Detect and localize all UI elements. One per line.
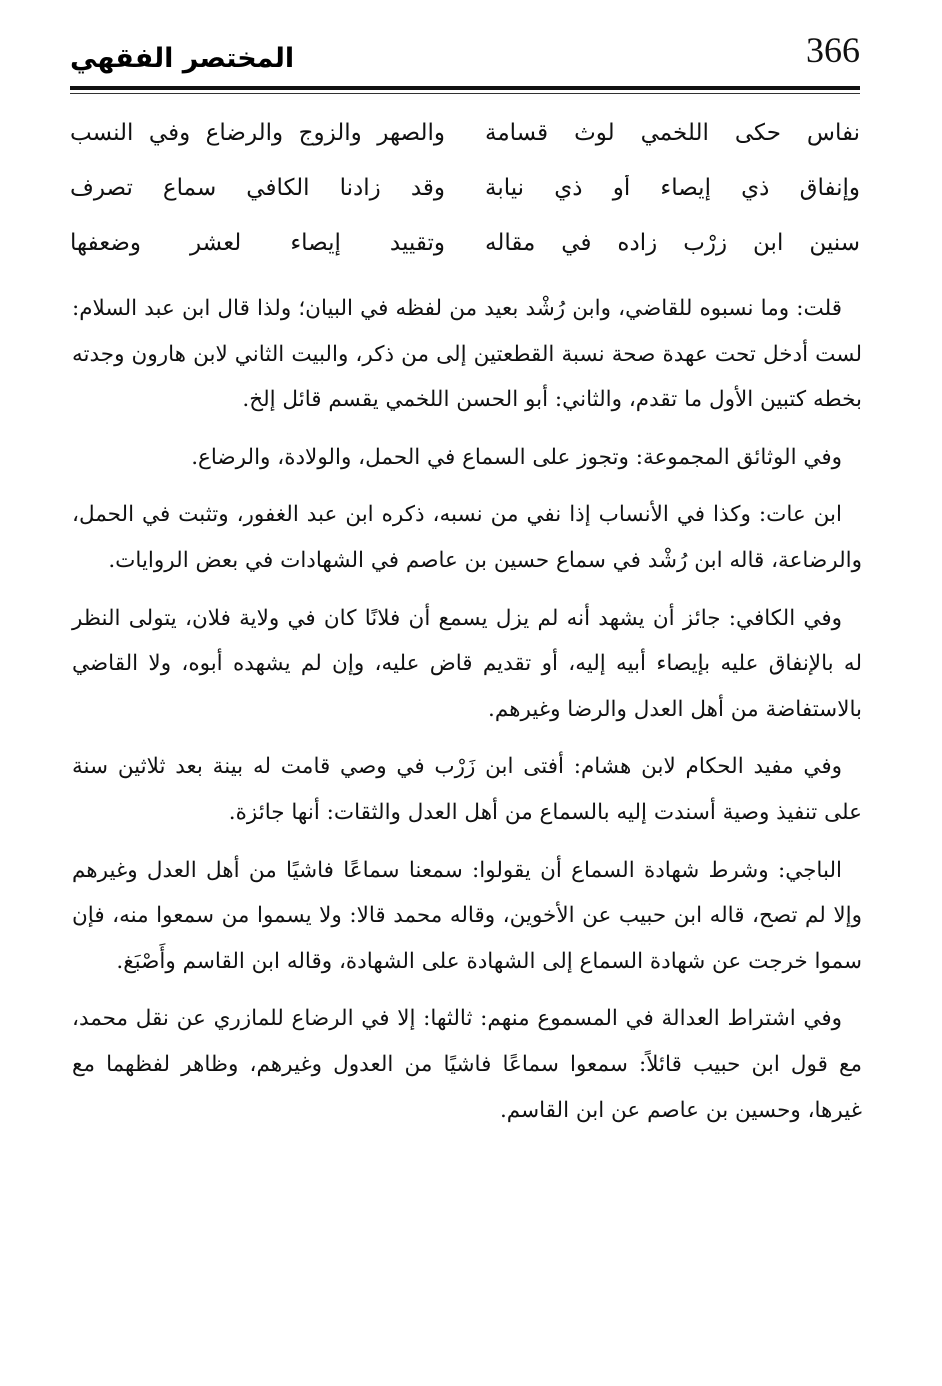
verse-first-hemistich: وقد زادنا الكافي سماع تصرف: [70, 174, 445, 201]
paragraph: الباجي: وشرط شهادة السماع أن يقولوا: سمعنا سماعًا فاشيًا من أهل العدل وغيرهم وإلا لم تصح، قاله ابن حبيب عن الأخوين، وقاله محمد قالا: ولا يسموا من سمعوا منه، فإن سموا خرجت عن شهادة السماع إلى الشهادة على الشهادة، وقاله ابن القاسم وأَصْبَغ.: [72, 857, 862, 974]
verse-second-hemistich: وإنفاق ذي إيصاء أو ذي نيابة: [485, 174, 860, 201]
verse-line: [70, 215, 860, 270]
verse-line: [70, 105, 860, 160]
verse-second-hemistich: سنين ابن زرْب زاده في مقاله: [485, 229, 860, 256]
paragraph: وفي مفيد الحكام لابن هشام: أفتى ابن زَرْب في وصي قامت له بينة بعد ثلاثين سنة على تنفيذ وصية أسندت إليه بالسماع من أهل العدل والثقات: أنها جائزة.: [72, 754, 862, 825]
body-text: [72, 286, 862, 1145]
running-title: المختصر الفقهي: [70, 43, 295, 74]
page-header: [70, 28, 870, 90]
paragraph: ابن عات: وكذا في الأنساب إذا نفي من نسبه، ذكره ابن عبد الغفور، وتثبت في الحمل، والرضاعة، قاله ابن رُشْد في سماع حسين بن عاصم في الشهادات في بعض الروايات.: [72, 502, 862, 573]
verse-first-hemistich: والصهر والزوج والرضاع وفي النسب: [70, 119, 445, 146]
verse-second-hemistich: نفاس حكى اللخمي لوث قسامة: [485, 119, 860, 146]
page-number: 366: [806, 30, 860, 70]
paragraph: وفي اشتراط العدالة في المسموع منهم: ثالثها: إلا في الرضاع للمازري عن نقل محمد، مع قول ابن حبيب قائلاً: سمعوا سماعًا فاشيًا من العدول وغيرهم، وظاهر لفظهما مع غيرها، وحسين بن عاصم عن ابن القاسم.: [72, 1006, 862, 1123]
verse-block: [70, 105, 860, 270]
header-rule-thin: [70, 93, 860, 94]
paragraph: قلت: وما نسبوه للقاضي، وابن رُشْد بعيد من لفظه في البيان؛ ولذا قال ابن عبد السلام: لست أدخل تحت عهدة صحة نسبة القطعتين إلى من ذكر، والبيت الثاني لابن هارون وجدته بخطه كتبين الأول ما تقدم، والثاني: أبو الحسن اللخمي يقسم قائل إلخ.: [72, 296, 862, 413]
verse-first-hemistich: وتقييد إيصاء لعشر وضعفها: [70, 229, 445, 256]
paragraph: وفي الكافي: جائز أن يشهد أنه لم يزل يسمع أن فلانًا كان في ولاية فلان، يتولى النظر له بالإنفاق عليه بإيصاء أبيه إليه، أو تقديم قاض عليه، وإن لم يشهده أبوه، ولا القاضي بالاستفاضة من أهل العدل والرضا وغيرهم.: [72, 605, 862, 722]
paragraph: وفي الوثائق المجموعة: وتجوز على السماع في الحمل، والولادة، والرضاع.: [191, 444, 842, 470]
verse-line: [70, 160, 860, 215]
header-rule-thick: [70, 86, 860, 90]
